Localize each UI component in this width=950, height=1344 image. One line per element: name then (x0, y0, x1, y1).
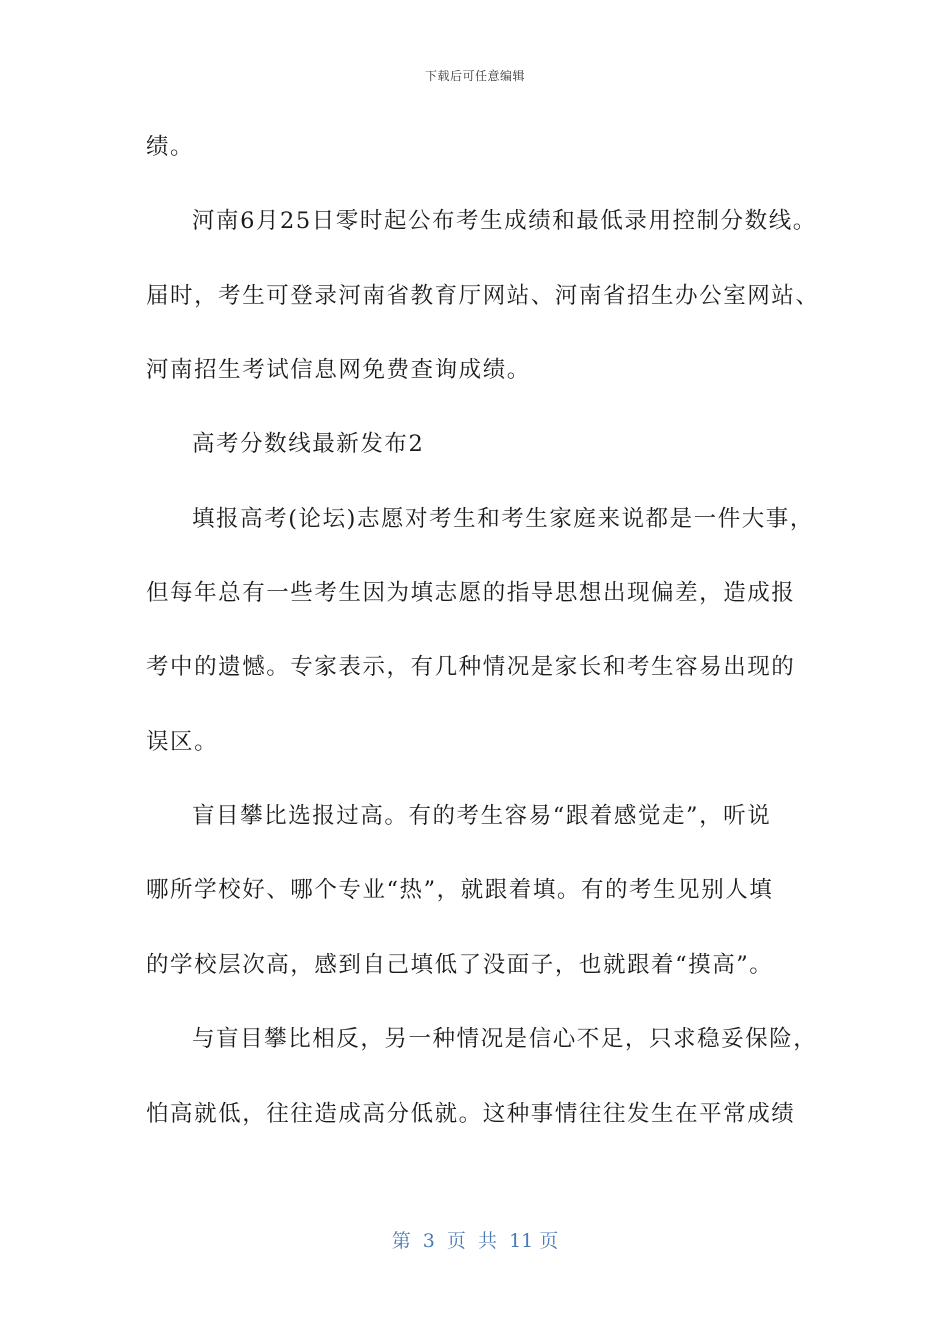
page-header-note: 下载后可任意编辑 (424, 69, 525, 83)
text-line: 河南招生考试信息网免费查询成绩。 (146, 357, 531, 383)
text-line: 但每年总有一些考生因为填志愿的指导思想出现偏差，造成报 (146, 580, 796, 606)
text-line: 哪所学校好、哪个专业“热”，就跟着填。有的考生见别人填 (146, 877, 774, 903)
paragraph-first-line: 河南6月25日零时起公布考生成绩和最低录用控制分数线。 (192, 208, 817, 234)
text-line: 考中的遗憾。专家表示，有几种情况是家长和考生容易出现的 (146, 654, 796, 680)
text-line: 误区。 (146, 729, 219, 755)
paragraph-first-line: 填报高考(论坛)志愿对考生和考生家庭来说都是一件大事， (192, 506, 814, 532)
page-number-footer: 第 3 页 共 11 页 (391, 1230, 559, 1252)
text-line: 的学校层次高，感到自己填低了没面子，也就跟着“摸高”。 (146, 952, 774, 978)
section-heading: 高考分数线最新发布2 (192, 431, 425, 457)
paragraph-first-line: 与盲目攀比相反，另一种情况是信心不足，只求稳妥保险， (192, 1026, 818, 1052)
text-line: 届时，考生可登录河南省教育厅网站、河南省招生办公室网站、 (146, 283, 820, 309)
paragraph-first-line: 盲目攀比选报过高。有的考生容易“跟着感觉走”，听说 (192, 803, 772, 829)
text-line: 怕高就低，往往造成高分低就。这种事情往往发生在平常成绩 (146, 1101, 796, 1127)
text-line: 绩。 (146, 134, 195, 160)
